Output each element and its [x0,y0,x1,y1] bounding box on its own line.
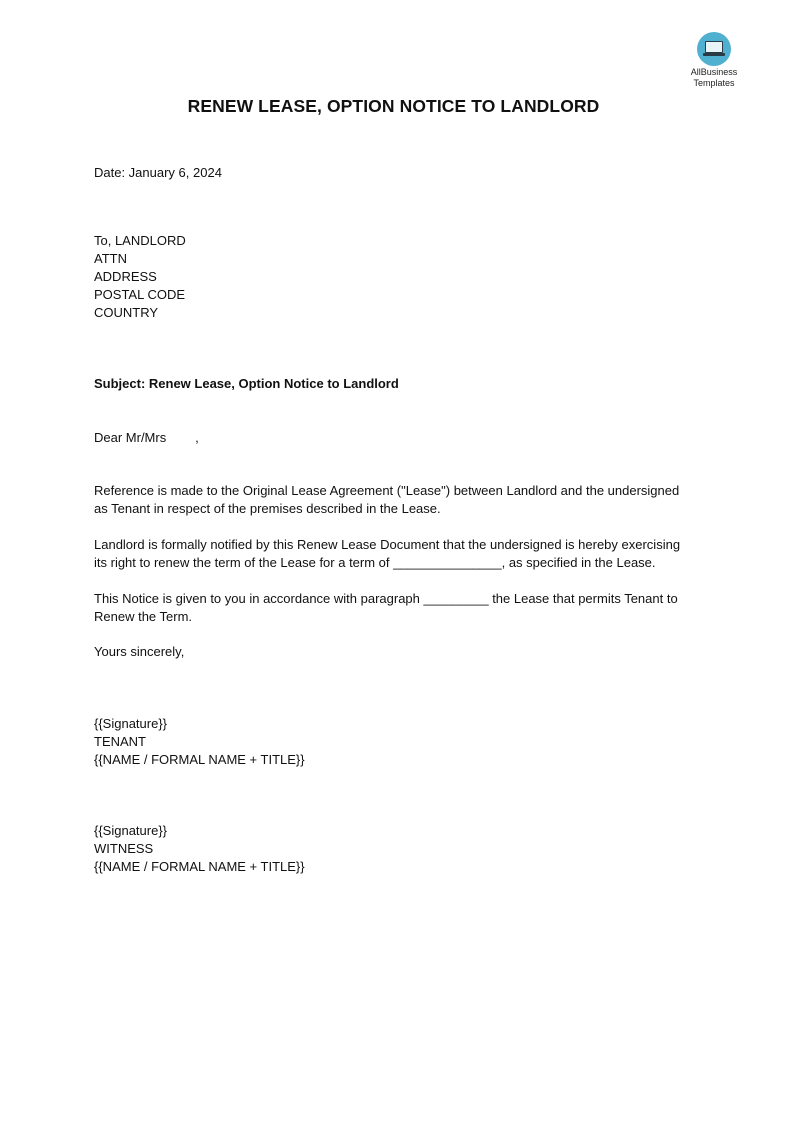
document-title: RENEW LEASE, OPTION NOTICE TO LANDLORD [187,96,600,116]
address-line: ATTN [94,251,127,266]
signer-name-placeholder: {{NAME / FORMAL NAME + TITLE}} [94,752,305,767]
recipient-address [94,232,714,322]
laptop-icon [697,32,731,66]
signer-name-placeholder: {{NAME / FORMAL NAME + TITLE}} [94,859,305,874]
salutation-text: Dear Mr/Mrs , [94,430,199,445]
subject-text: Subject: Renew Lease, Option Notice to Landlord [94,376,399,391]
signer-role: WITNESS [94,841,154,856]
logo-text-line2: Templates [693,78,735,88]
subject-line [94,375,714,393]
paragraph-line: This Notice is given to you in accordance with paragraph _________ the Lease that permits Tenant to [94,591,678,606]
date-text: Date: January 6, 2024 [94,165,222,180]
witness-signature-block [94,822,714,876]
paragraph-line: Landlord is formally notified by this Renew Lease Document that the undersigned is hereby exercising [94,537,681,552]
address-line: To, LANDLORD [94,233,186,248]
date-line [94,164,714,182]
logo-text-line1: AllBusiness [690,67,738,77]
paragraph-notice [94,590,714,626]
paragraph-line: Reference is made to the Original Lease Agreement ("Lease") between Landlord and the undersigned [94,483,680,498]
address-line: POSTAL CODE [94,287,186,302]
address-line: ADDRESS [94,269,157,284]
paragraph-line: as Tenant in respect of the premises described in the Lease. [94,501,441,516]
paragraph-line: Renew the Term. [94,609,193,624]
signature-placeholder: {{Signature}} [94,823,168,838]
signature-placeholder: {{Signature}} [94,716,168,731]
paragraph-notification [94,536,714,572]
allbusiness-logo [680,32,748,88]
tenant-signature-block [94,715,714,769]
paragraph-reference [94,482,714,518]
salutation [94,429,714,447]
closing-text: Yours sincerely, [94,644,185,659]
address-line: COUNTRY [94,305,159,320]
closing [94,643,714,661]
signer-role: TENANT [94,734,146,749]
paragraph-line: its right to renew the term of the Lease for a term of _______________, as specified in the Lease. [94,555,656,570]
